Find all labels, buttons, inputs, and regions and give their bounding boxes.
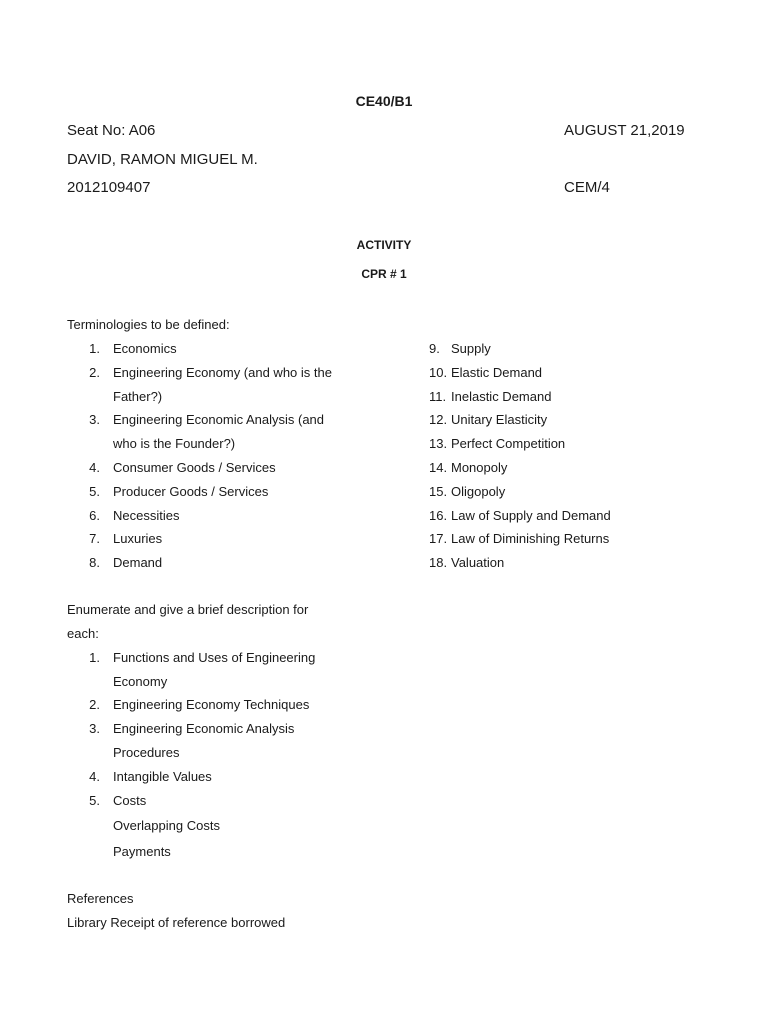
list-number: 17. bbox=[429, 531, 448, 546]
list-item: Costs bbox=[113, 793, 147, 808]
list-item-continued: who is the Founder?) bbox=[113, 436, 236, 451]
list-number: 12. bbox=[429, 412, 448, 427]
list-item: Economics bbox=[113, 341, 177, 356]
references-heading: References bbox=[67, 891, 134, 906]
student-name: DAVID, RAMON MIGUEL M. bbox=[67, 151, 258, 168]
list-number: 16. bbox=[429, 508, 448, 523]
student-number: 2012109407 bbox=[67, 179, 151, 196]
cpr-title: CPR # 1 bbox=[361, 267, 407, 281]
list-item: Inelastic Demand bbox=[451, 389, 552, 404]
list-item: Consumer Goods / Services bbox=[113, 460, 276, 475]
list-number: 14. bbox=[429, 460, 448, 475]
course-code: CE40/B1 bbox=[355, 93, 413, 109]
list-number: 5. bbox=[89, 484, 100, 499]
list-number: 1. bbox=[89, 341, 100, 356]
list-item: Unitary Elasticity bbox=[451, 412, 548, 427]
list-item: Intangible Values bbox=[113, 769, 212, 784]
list-number: 3. bbox=[89, 412, 100, 427]
list-item-continued: Procedures bbox=[113, 745, 180, 760]
list-item: Functions and Uses of Engineering bbox=[113, 650, 316, 665]
list-number: 3. bbox=[89, 721, 100, 736]
list-number: 7. bbox=[89, 531, 100, 546]
enumerate-heading: Enumerate and give a brief description for bbox=[67, 602, 309, 617]
sub-item: Overlapping Costs bbox=[113, 818, 220, 833]
sub-item: Payments bbox=[113, 844, 171, 859]
list-number: 13. bbox=[429, 436, 448, 451]
list-number: 18. bbox=[429, 555, 448, 570]
references-text: Library Receipt of reference borrowed bbox=[67, 915, 286, 930]
list-item-continued: Economy bbox=[113, 674, 168, 689]
activity-title: ACTIVITY bbox=[356, 238, 412, 252]
list-item: Engineering Economic Analysis bbox=[113, 721, 295, 736]
list-item: Engineering Economy Techniques bbox=[113, 697, 310, 712]
list-item: Engineering Economic Analysis (and bbox=[113, 412, 325, 427]
list-item: Valuation bbox=[451, 555, 505, 570]
seat-number: Seat No: A06 bbox=[67, 122, 156, 139]
list-item: Monopoly bbox=[451, 460, 508, 475]
list-number: 5. bbox=[89, 793, 100, 808]
list-number: 1. bbox=[89, 650, 100, 665]
list-item: Law of Supply and Demand bbox=[451, 508, 611, 523]
list-number: 8. bbox=[89, 555, 100, 570]
list-item: Perfect Competition bbox=[451, 436, 566, 451]
list-item: Elastic Demand bbox=[451, 365, 543, 380]
list-item: Luxuries bbox=[113, 531, 163, 546]
list-item-continued: Father?) bbox=[113, 389, 163, 404]
list-item: Oligopoly bbox=[451, 484, 506, 499]
list-item: Supply bbox=[451, 341, 491, 356]
list-number: 15. bbox=[429, 484, 448, 499]
program: CEM/4 bbox=[564, 179, 610, 196]
list-number: 11. bbox=[429, 389, 447, 404]
terminologies-heading: Terminologies to be defined: bbox=[67, 317, 230, 332]
list-item: Producer Goods / Services bbox=[113, 484, 269, 499]
list-number: 9. bbox=[429, 341, 440, 356]
list-number: 4. bbox=[89, 460, 100, 475]
date: AUGUST 21,2019 bbox=[564, 122, 685, 139]
list-number: 2. bbox=[89, 365, 100, 380]
list-item: Necessities bbox=[113, 508, 180, 523]
enumerate-heading-continued: each: bbox=[67, 626, 99, 641]
list-number: 4. bbox=[89, 769, 100, 784]
list-number: 6. bbox=[89, 508, 100, 523]
list-item: Demand bbox=[113, 555, 163, 570]
list-item: Engineering Economy (and who is the bbox=[113, 365, 332, 380]
list-number: 10. bbox=[429, 365, 448, 380]
list-number: 2. bbox=[89, 697, 100, 712]
list-item: Law of Diminishing Returns bbox=[451, 531, 610, 546]
